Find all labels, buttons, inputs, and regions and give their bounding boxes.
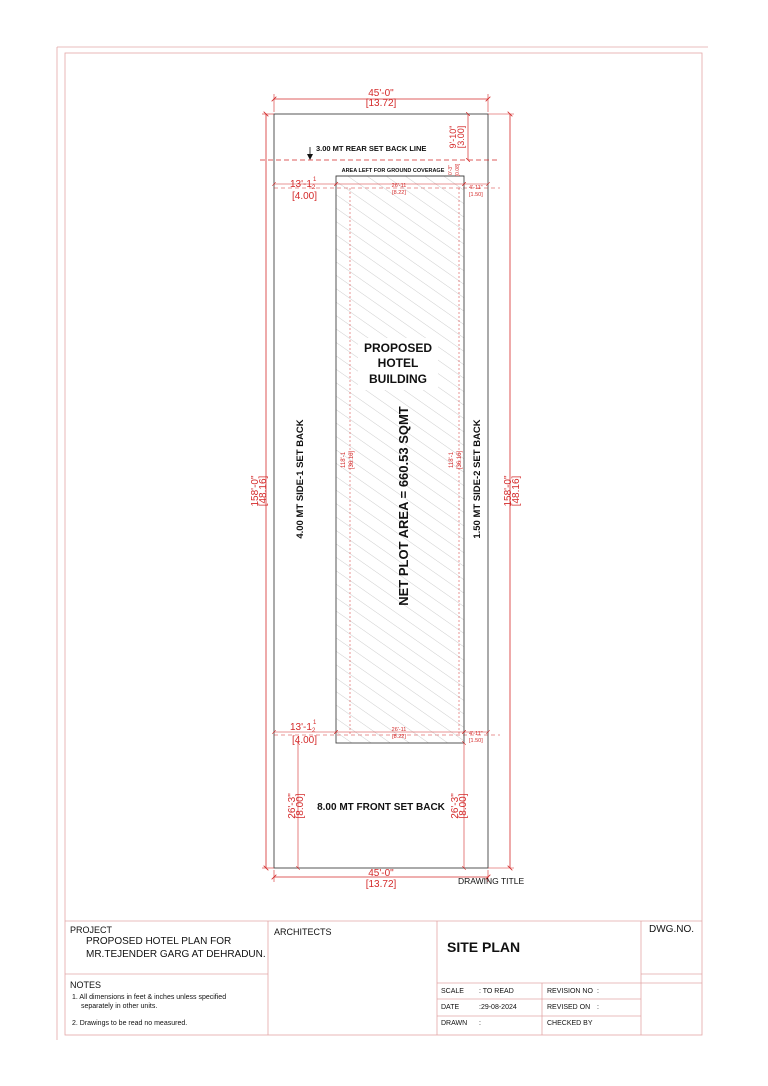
dwg-no-heading: DWG.NO. bbox=[649, 924, 694, 935]
note-2: 2. Drawings to be read no measured. bbox=[72, 1020, 188, 1027]
overall-length-ft-right: 158'-0" bbox=[503, 475, 514, 507]
bldg-width-bottom-m: [8.22] bbox=[392, 734, 406, 740]
bldg-width-top-m: [8.22] bbox=[392, 190, 406, 196]
side1-top-frac-den: 2 bbox=[312, 185, 316, 191]
side2-top-ft: 4'-11" bbox=[469, 185, 483, 191]
building-title-line-2: HOTEL bbox=[377, 356, 419, 370]
front-setback-m-right: [8.00] bbox=[458, 793, 469, 819]
bldg-width-top-ft: 26'-11 bbox=[391, 183, 407, 189]
project-heading: PROJECT bbox=[70, 925, 113, 935]
date-value: :29-08-2024 bbox=[479, 1004, 517, 1011]
overall-length-ft-left: 158'-0" bbox=[250, 475, 261, 507]
project-line-2: MR.TEJENDER GARG AT DEHRADUN. bbox=[86, 949, 266, 960]
side1-bottom-frac-den: 2 bbox=[312, 728, 316, 734]
bldg-length-ft-right: 118'-1 bbox=[449, 451, 455, 469]
small-gap-m: [0.08] bbox=[455, 163, 461, 177]
revised-on-value: : bbox=[597, 1004, 599, 1011]
drawn-label: DRAWN bbox=[441, 1020, 468, 1027]
overall-length-m-right: [48.16] bbox=[511, 475, 522, 507]
date-label: DATE bbox=[441, 1004, 460, 1011]
front-setback-ft-right: 26'-3" bbox=[450, 793, 461, 819]
drawing-title-caption: DRAWING TITLE bbox=[458, 876, 525, 886]
side2-bottom-m: [1.50] bbox=[469, 738, 483, 744]
architects-heading: ARCHITECTS bbox=[274, 927, 332, 937]
side1-top-m: [4.00] bbox=[292, 191, 318, 202]
revision-no-value: : bbox=[597, 988, 599, 995]
bldg-length-m-left: [36.16] bbox=[349, 450, 355, 470]
side1-top-frac-num: 1 bbox=[313, 177, 317, 183]
side1-bottom-ft: 13'-1 bbox=[290, 722, 312, 733]
overall-width-ft-bottom: 45'-0" bbox=[368, 868, 394, 879]
project-line-1: PROPOSED HOTEL PLAN FOR bbox=[86, 936, 232, 947]
revised-on-label: REVISED ON bbox=[547, 1004, 591, 1011]
rear-setback-label: 3.00 MT REAR SET BACK LINE bbox=[316, 144, 427, 153]
overall-width-m-bottom: [13.72] bbox=[365, 879, 397, 890]
side1-bottom-frac-num: 1 bbox=[313, 720, 317, 726]
checked-by-label: CHECKED BY bbox=[547, 1020, 593, 1027]
overall-length-m-left: [48.16] bbox=[258, 475, 269, 507]
overall-width-ft-top: 45'-0" bbox=[368, 88, 394, 99]
drawn-value: : bbox=[479, 1020, 481, 1027]
note-1-line-1: 1. All dimensions in feet & inches unless specified bbox=[72, 994, 227, 1001]
rear-setback-ft: 9'-10" bbox=[448, 125, 458, 149]
revision-no-label: REVISION NO bbox=[547, 988, 593, 995]
scale-value: : TO READ bbox=[479, 988, 514, 995]
side1-bottom-m: [4.00] bbox=[292, 735, 318, 746]
net-plot-area: NET PLOT AREA = 660.53 SQMT bbox=[396, 406, 411, 606]
small-gap-ft: 0'-3" bbox=[448, 165, 454, 175]
front-setback-label: 8.00 MT FRONT SET BACK bbox=[317, 802, 445, 813]
bldg-width-bottom-ft: 26'-11 bbox=[391, 727, 407, 733]
sheet-title: SITE PLAN bbox=[447, 939, 521, 955]
notes-heading: NOTES bbox=[70, 980, 102, 990]
front-setback-m-left: [8.00] bbox=[295, 793, 306, 819]
scale-label: SCALE bbox=[441, 988, 464, 995]
building-title-line-1: PROPOSED bbox=[363, 341, 433, 355]
side2-bottom-ft: 4'-11" bbox=[469, 731, 483, 737]
note-1-line-2: separately in other units. bbox=[81, 1003, 158, 1010]
ground-coverage-label: AREA LEFT FOR GROUND COVERAGE bbox=[341, 168, 445, 174]
building-title-line-3: BUILDING bbox=[369, 372, 427, 386]
rear-setback-m: [3.00] bbox=[456, 125, 466, 149]
side2-top-m: [1.50] bbox=[469, 192, 483, 198]
bldg-length-m-right: [36.16] bbox=[457, 450, 463, 470]
side2-setback-label: 1.50 MT SIDE-2 SET BACK bbox=[472, 419, 483, 539]
rear-setback-arrow bbox=[307, 154, 313, 160]
front-setback-ft-left: 26'-3" bbox=[287, 793, 298, 819]
bldg-length-ft-left: 118'-1 bbox=[341, 451, 347, 469]
side1-setback-label: 4.00 MT SIDE-1 SET BACK bbox=[295, 419, 306, 539]
overall-width-m-top: [13.72] bbox=[365, 98, 397, 109]
side1-top-ft: 13'-1 bbox=[290, 179, 312, 190]
